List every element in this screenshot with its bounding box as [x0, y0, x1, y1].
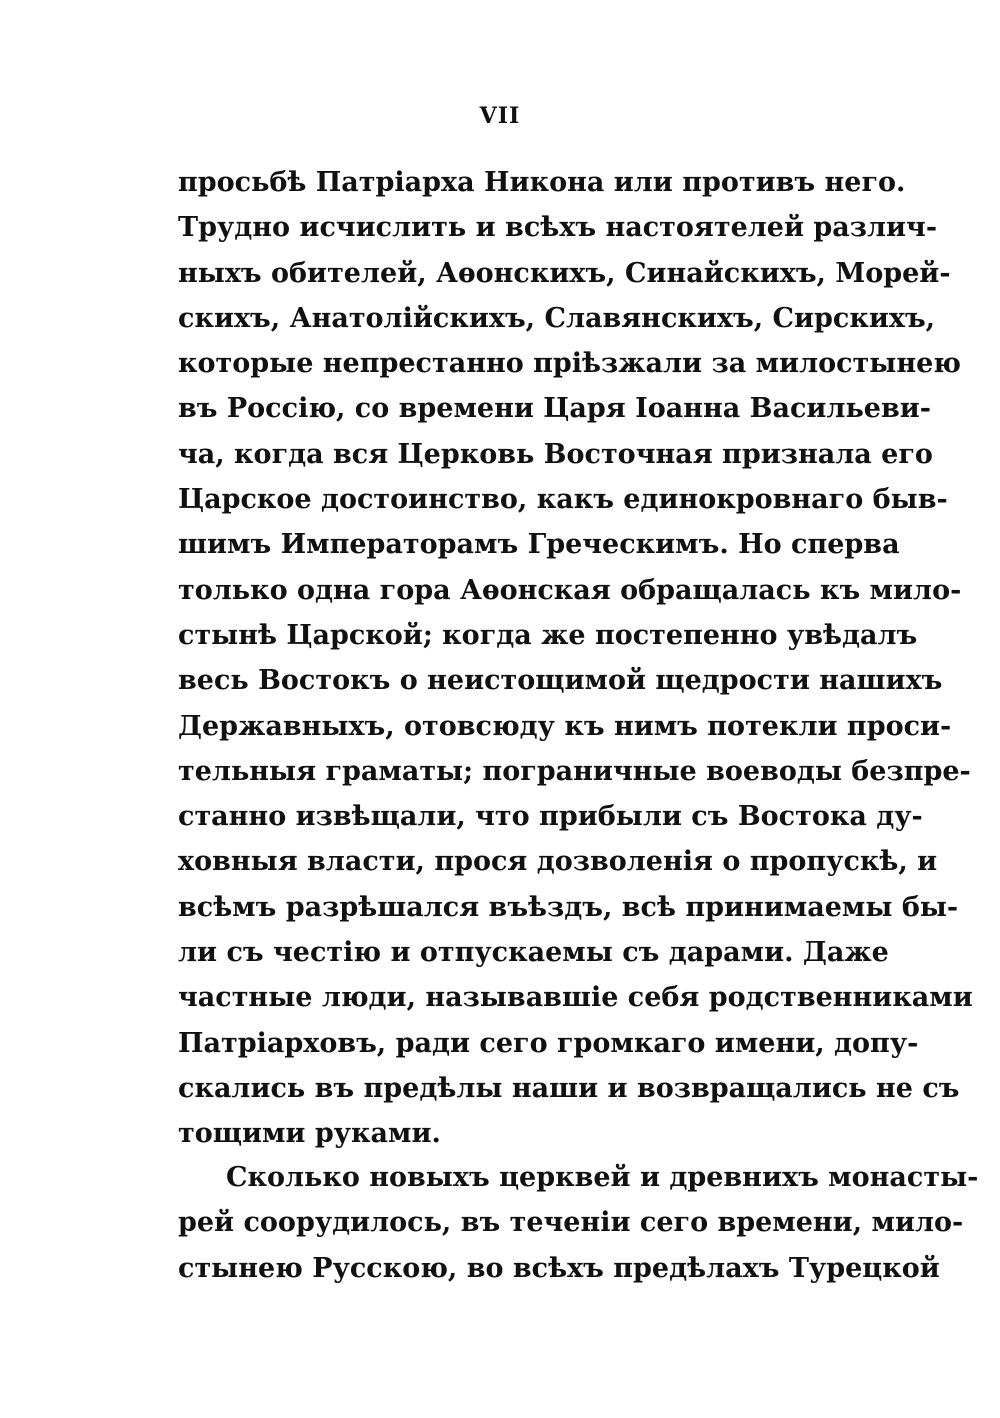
paragraph-1 [178, 160, 973, 1157]
text-line: Сколько новыхъ церквей и древнихъ монасты- [226, 1162, 979, 1193]
text-line: стынею Русскою, во всѣхъ предѣлахъ Турецкой [178, 1252, 940, 1284]
text-line: скались въ предѣлы наши и возвращались не съ [178, 1072, 960, 1104]
text-line: станно извѣщали, что прибыли съ Востока ду- [178, 801, 923, 833]
text-line: весь Востокъ о неистощимой щедрости нашихъ [178, 665, 943, 697]
text-line: всѣмъ разрѣшался въѣздъ, всѣ принимаемы бы- [178, 891, 959, 923]
text-line: рей соорудилось, въ теченіи сего времени, мило- [178, 1207, 964, 1239]
text-line: ховныя власти, прося дозволенія о пропускѣ, и [178, 846, 938, 878]
text-line: тельныя граматы; пограничные воеводы безпре- [178, 755, 971, 787]
text-line: ныхъ обителей, Аѳонскихъ, Синайскихъ, Морей- [178, 257, 951, 289]
text-line: стынѣ Царской; когда же постепенно увѣдалъ [178, 619, 918, 651]
text-line: просьбѣ Патріарха Никона или противъ него. [178, 167, 906, 198]
text-line: ли съ честію и отпускаемы съ дарами. Даже [178, 937, 889, 969]
text-line: скихъ, Анатолійскихъ, Славянскихъ, Сирскихъ, [178, 302, 936, 334]
text-line: Царское достоинство, какъ единокровнаго быв- [178, 484, 948, 516]
page-number: VII [479, 103, 521, 129]
text-line: ча, когда вся Церковь Восточная признала его [178, 438, 933, 470]
text-line: въ Россію, со времени Царя Іоанна Васильеви- [178, 393, 931, 425]
paragraph-2 [178, 1155, 979, 1291]
text-line: тощими руками. [178, 1118, 441, 1150]
text-line: Патріарховъ, ради сего громкаго имени, допу- [178, 1027, 919, 1059]
text-line: только одна гора Аѳонская обращалась къ мило- [178, 574, 962, 606]
text-line: Трудно исчислить и всѣхъ настоятелей различ- [178, 212, 938, 244]
text-line: Державныхъ, отовсюду къ нимъ потекли проси- [178, 710, 952, 742]
text-line: частные люди, называвшіе себя родственниками [178, 982, 973, 1014]
text-line: шимъ Императорамъ Греческимъ. Но сперва [178, 529, 900, 561]
text-line: которые непрестанно пріѣзжали за милостынею [178, 348, 961, 380]
